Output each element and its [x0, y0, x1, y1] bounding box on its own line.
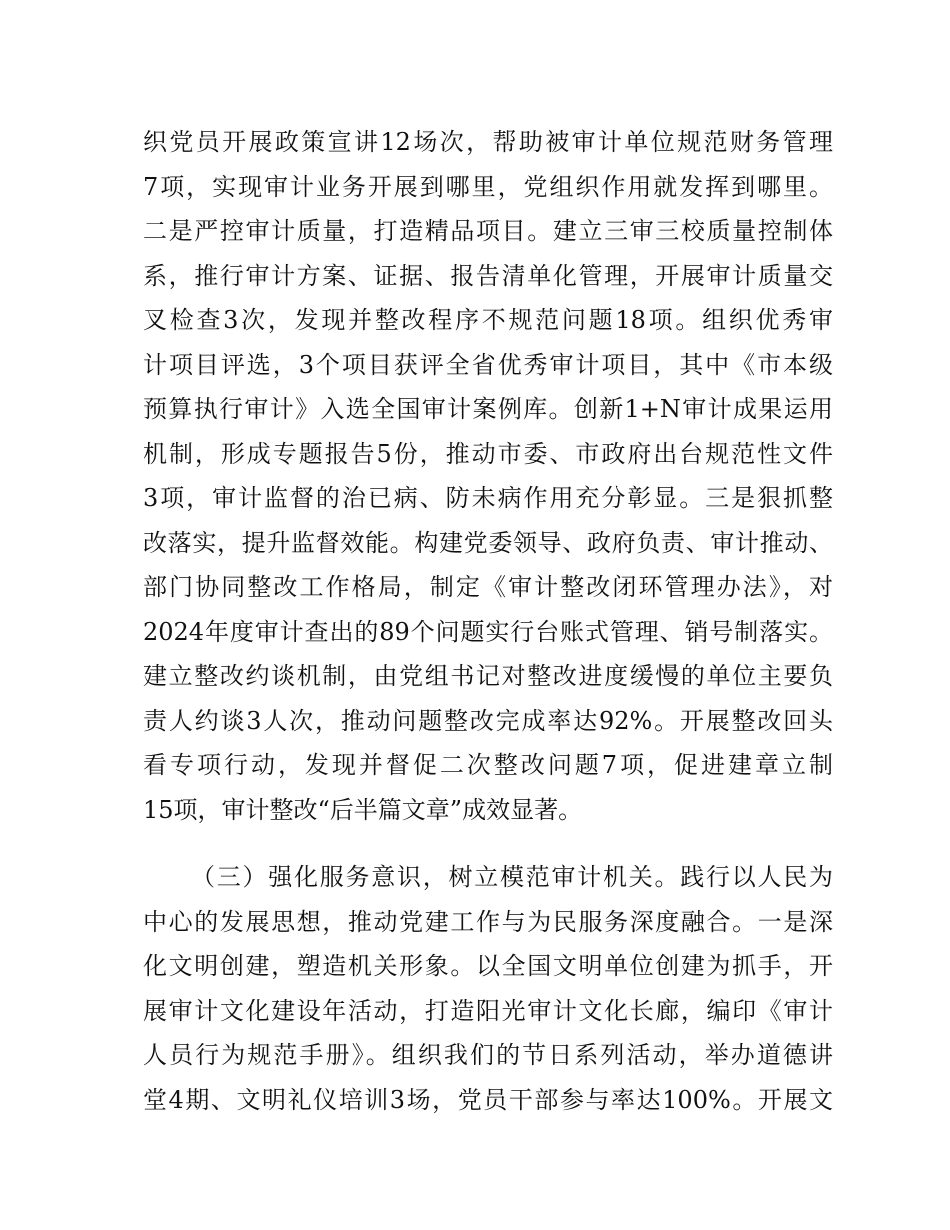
paragraph-spacer — [143, 832, 833, 855]
paragraph-line: 7项，实现审计业务开展到哪里，党组织作用就发挥到哪里。 — [143, 172, 833, 201]
paragraph-line: 责人约谈3人次，推动问题整改完成率达92%。开展整改回头 — [143, 706, 833, 735]
paragraph-line: 中心的发展思想，推动党建工作与为民服务深度融合。一是深 — [143, 907, 833, 936]
paragraph-line: 二是严控审计质量，打造精品项目。建立三审三校质量控制体 — [143, 217, 833, 245]
paragraph-line: 预算执行审计》入选全国审计案例库。创新1+N审计成果运用 — [143, 395, 833, 423]
paragraph-line: 人员行为规范手册》。组织我们的节日系列活动，举办道德讲 — [143, 1041, 833, 1069]
paragraph-line: 看专项行动，发现并督促二次整改问题7项，促进建章立制 — [143, 751, 833, 779]
paragraph-1 — [143, 120, 833, 832]
paragraph-line: 堂4期、文明礼仪培训3场，党员干部参与率达100%。开展文 — [143, 1085, 833, 1114]
document-body — [143, 120, 833, 1122]
paragraph-line: 3项，审计监督的治已病、防未病作用充分彰显。三是狠抓整 — [143, 484, 833, 512]
paragraph-2 — [143, 855, 833, 1122]
paragraph-line: 系，推行审计方案、证据、报告清单化管理，开展审计质量交 — [143, 261, 833, 290]
paragraph-line: 2024年度审计查出的89个问题实行台账式管理、销号制落实。 — [143, 617, 833, 646]
paragraph-line: 化文明创建，塑造机关形象。以全国文明单位创建为抓手，开 — [143, 952, 833, 980]
paragraph-line: 15项，审计整改“后半篇文章”成效显著。 — [143, 795, 583, 824]
paragraph-line: 部门协同整改工作格局，制定《审计整改闭环管理办法》，对 — [143, 573, 833, 601]
paragraph-line: 叉检查3次，发现并整改程序不规范问题18项。组织优秀审 — [143, 306, 833, 334]
paragraph-line: 计项目评选，3个项目获评全省优秀审计项目，其中《市本级 — [143, 350, 833, 379]
paragraph-line: 机制，形成专题报告5份，推动市委、市政府出台规范性文件 — [143, 439, 833, 468]
paragraph-line: 展审计文化建设年活动，打造阳光审计文化长廊，编印《审计 — [143, 996, 833, 1025]
paragraph-line: 改落实，提升监督效能。构建党委领导、政府负责、审计推动、 — [143, 528, 833, 557]
paragraph-line: （三）强化服务意识，树立模范审计机关。践行以人民为 — [191, 863, 833, 891]
paragraph-line: 建立整改约谈机制，由党组书记对整改进度缓慢的单位主要负 — [143, 662, 833, 690]
paragraph-line: 织党员开展政策宣讲12场次，帮助被审计单位规范财务管理 — [143, 128, 833, 156]
